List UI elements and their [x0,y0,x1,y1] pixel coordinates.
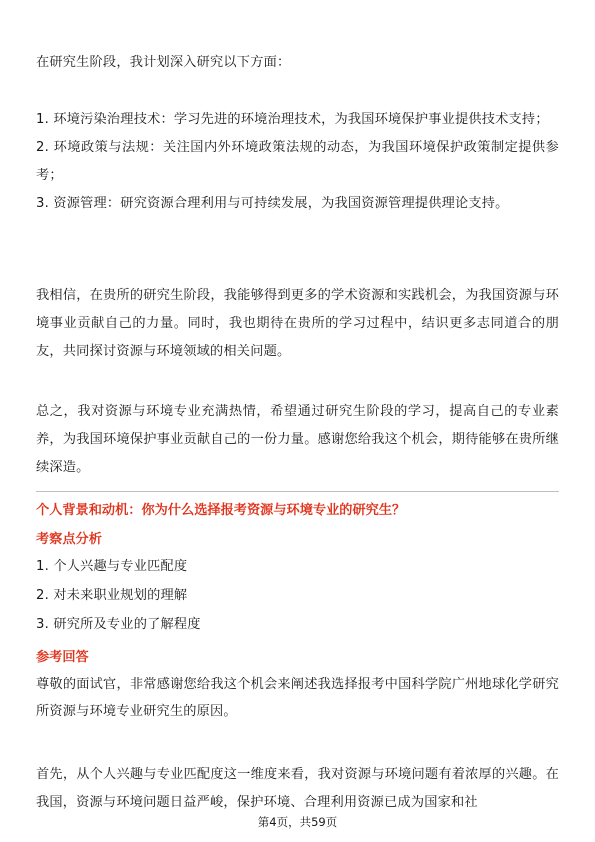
greeting-text: 尊敬的面试官，非常感谢您给我这个机会来阐述我选择报考中国科学院广州地球化学研究所资源与环境专业研究生的原因。 [36,677,559,719]
plan-item: 3. 资源管理：研究资源合理利用与可持续发展，为我国资源管理提供理论支持。 [36,196,509,211]
analysis-item: 2. 对未来职业规划的理解 [36,588,188,603]
believe-text: 我相信，在贵所的研究生阶段，我能够得到更多的学术资源和实践机会，为我国资源与环境事业贡献自己的力量。同时，我也期待在贵所的学习过程中，结识更多志同道合的朋友，共同探讨资源与环境领域的相关问题。 [36,288,559,359]
intro-text: 在研究生阶段，我计划深入研究以下方面： [36,55,291,70]
plan-list [36,106,559,218]
analysis-list [36,552,559,639]
greeting-paragraph [36,671,559,725]
answer-heading: 参考回答 [36,650,89,665]
question-title: 个人背景和动机：你为什么选择报考资源与环境专业的研究生？ [36,503,406,518]
plan-item: 1. 环境污染治理技术：学习先进的环境治理技术，为我国环境保护事业提供技术支持； [36,112,549,127]
plan-item: 2. 环境政策与法规：关注国内外环境政策法规的动态，为我国环境保护政策制定提供参考； [36,140,559,183]
analysis-heading-block [36,528,559,552]
analysis-item: 3. 研究所及专业的了解程度 [36,617,201,632]
section-divider [36,491,559,492]
analysis-heading: 考察点分析 [36,532,102,547]
analysis-item: 1. 个人兴趣与专业匹配度 [36,559,188,574]
believe-paragraph [36,282,559,366]
first-reason-paragraph [36,761,559,817]
answer-heading-block [36,646,559,670]
summary-text: 总之，我对资源与环境专业充满热情，希望通过研究生阶段的学习，提高自己的专业素养，为我国环境保护事业贡献自己的一份力量。感谢您给我这个机会，期待能够在贵所继续深造。 [36,404,559,475]
page-footer: 第4页，共59页 [257,815,338,829]
first-reason-text: 首先，从个人兴趣与专业匹配度这一维度来看，我对资源与环境问题有着浓厚的兴趣。在我国，资源与环境问题日益严峻，保护环境、合理利用资源已成为国家和社 [36,767,559,810]
intro-block [36,49,559,77]
summary-paragraph [36,398,559,482]
